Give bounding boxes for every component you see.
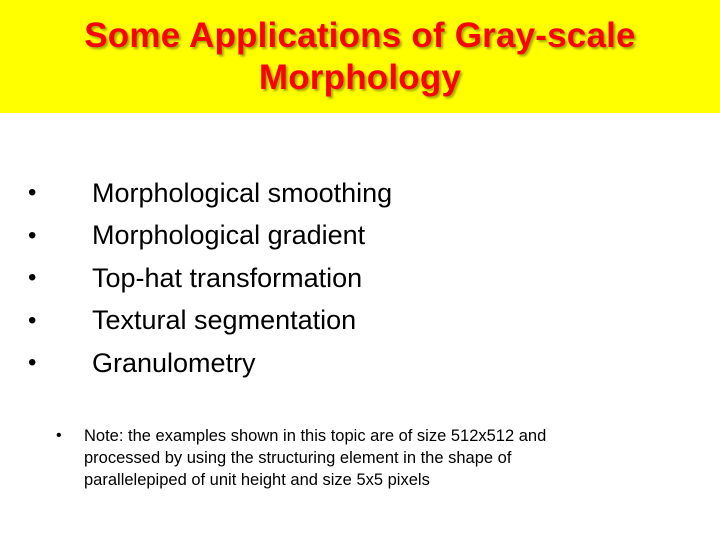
list-item — [28, 300, 392, 343]
note-text: Note: the examples shown in this topic are of size 512x512 and processed by using the structuring element in the shape of parallelepiped of unit height and size 5x5 pixels — [84, 427, 547, 489]
slide-title: Some Applications of Gray-scale Morphology — [84, 15, 636, 97]
bullet-icon: • — [28, 179, 37, 207]
list-item-text: Granulometry — [92, 347, 256, 378]
list-item — [28, 342, 392, 385]
list-item — [28, 257, 392, 300]
bullet-icon: • — [28, 264, 37, 292]
list-item-text: Textural segmentation — [92, 305, 357, 336]
list-item — [28, 215, 392, 258]
list-item — [28, 172, 392, 215]
list-item-text: Top-hat transformation — [92, 262, 363, 293]
bullet-icon: • — [28, 306, 37, 334]
list-item-text: Morphological gradient — [92, 220, 366, 251]
title-banner — [0, 0, 720, 113]
note-block — [56, 425, 616, 491]
bullet-icon: • — [56, 427, 62, 444]
bullet-list — [28, 172, 392, 385]
list-item-text: Morphological smoothing — [92, 177, 393, 208]
bullet-icon: • — [28, 349, 37, 377]
bullet-icon: • — [28, 221, 37, 249]
